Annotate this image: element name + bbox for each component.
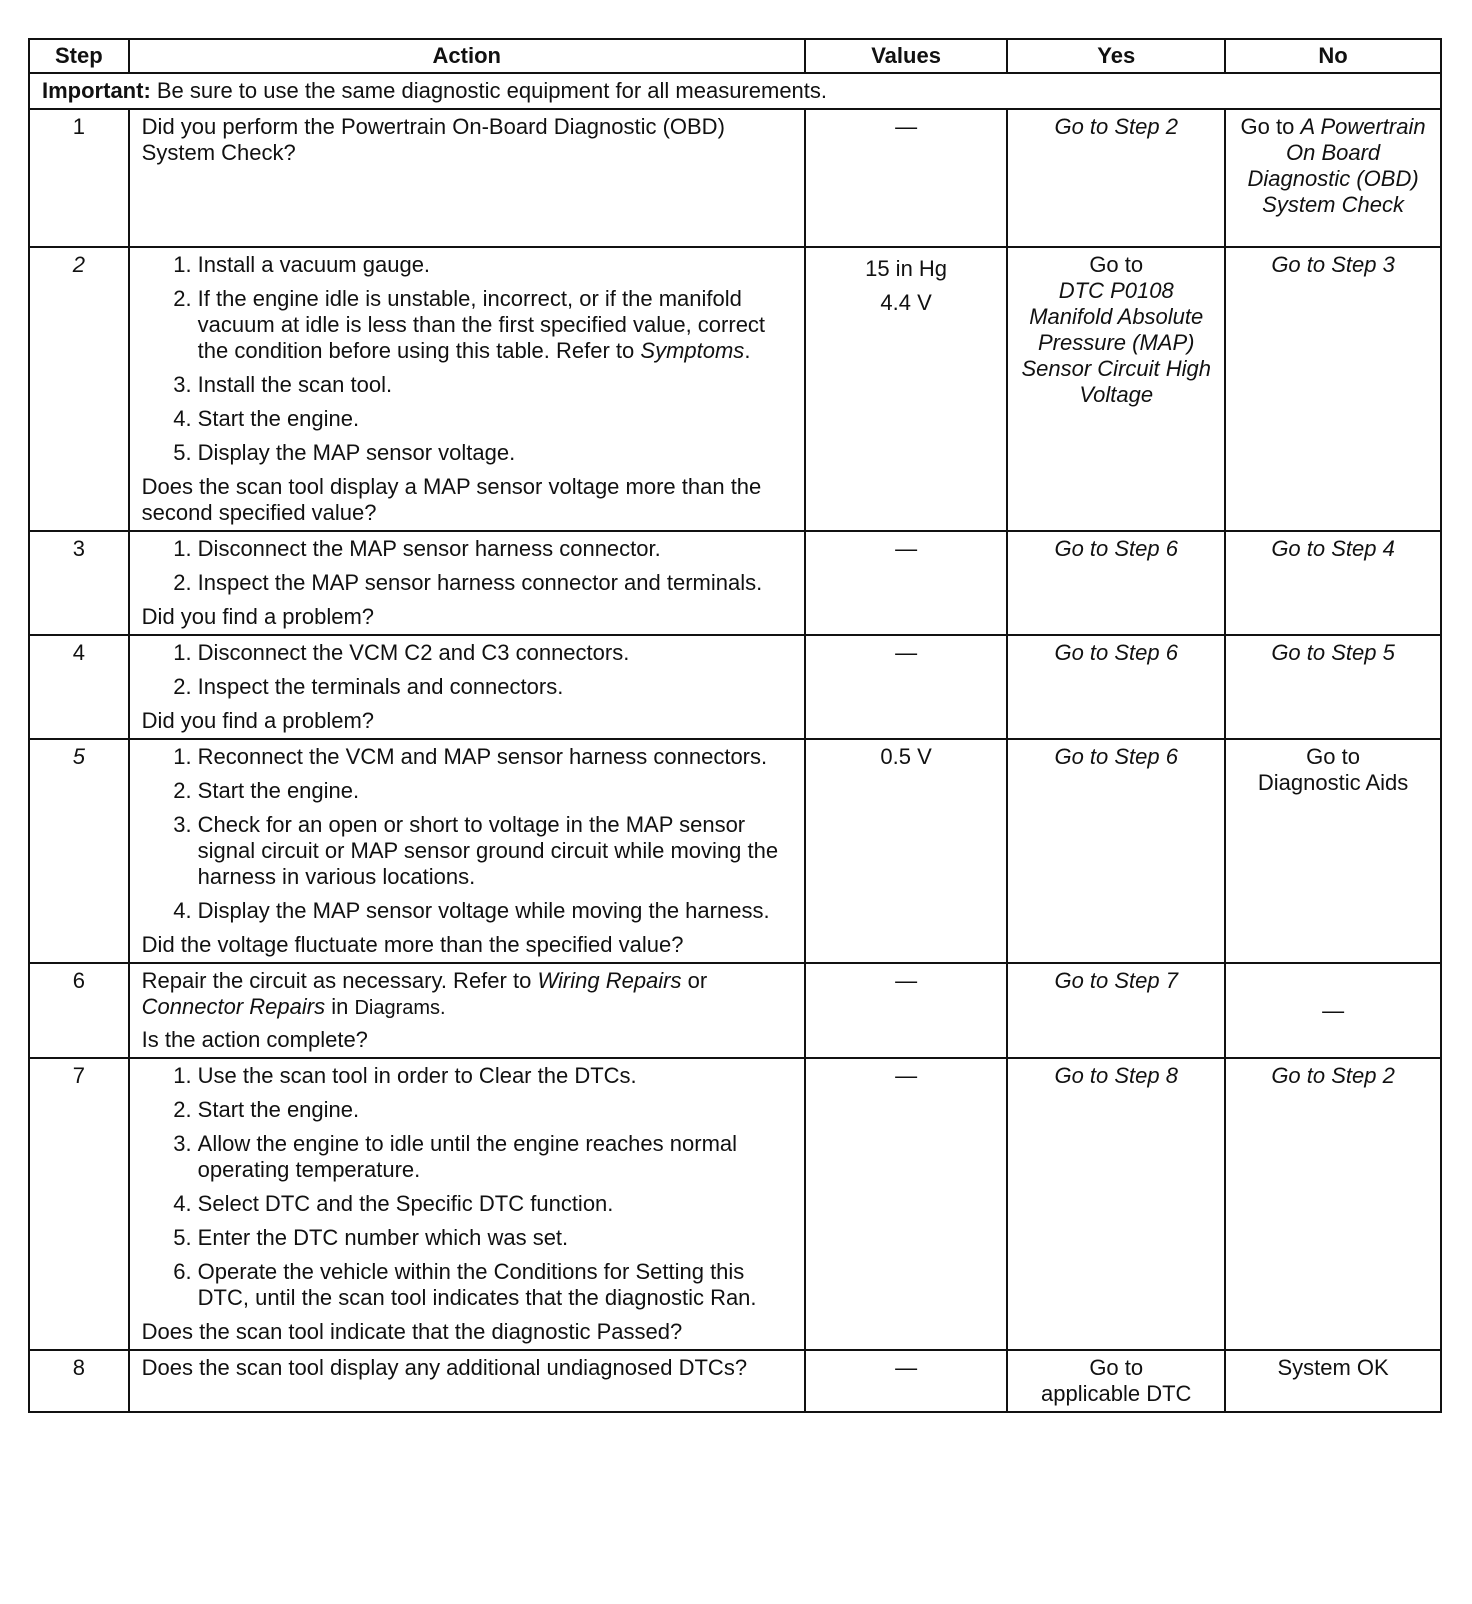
header-values: Values [805, 39, 1007, 73]
action-step: 3. Allow the engine to idle until the engine reaches normal operating temperature. [198, 1131, 792, 1183]
repair-text-b: or [681, 968, 708, 993]
action-step: 5. Display the MAP sensor voltage. [198, 440, 792, 466]
no-cell: System OK [1225, 1350, 1441, 1412]
action-step: 4. Start the engine. [198, 406, 792, 432]
important-text: Be sure to use the same diagnostic equipment for all measurements. [150, 78, 828, 103]
no-prefix: Go to [1240, 114, 1301, 139]
action-step: 3. Check for an open or short to voltage in the MAP sensor signal circuit or MAP sensor ground circuit while moving the harness in various locations. [198, 812, 792, 890]
question: Did you find a problem? [141, 604, 375, 629]
question: Does the scan tool display a MAP sensor voltage more than the second specified value? [141, 474, 762, 525]
question: Does the scan tool display any additional undiagnosed DTCs? [141, 1355, 748, 1380]
header-row [29, 39, 1441, 73]
values-cell: — [805, 1350, 1007, 1412]
values-cell: 0.5 V [805, 739, 1007, 963]
yes-reference: DTC P0108 Manifold Absolute Pressure (MAP) Sensor Circuit High Voltage [1021, 278, 1211, 407]
yes-cell [1007, 247, 1225, 531]
yes-cell: Go to Step 2 [1007, 109, 1225, 247]
table-row [29, 635, 1441, 739]
action-step: 1. Install a vacuum gauge. [198, 252, 792, 278]
action-step: 1. Disconnect the VCM C2 and C3 connectors. [198, 640, 792, 666]
action-cell [129, 1058, 805, 1350]
table-row [29, 247, 1441, 531]
action-step [198, 286, 792, 364]
action-cell [129, 247, 805, 531]
important-note [29, 73, 1441, 109]
value-vacuum: 15 in Hg [865, 256, 948, 281]
action-steps [142, 744, 792, 924]
action-step: 2. Start the engine. [198, 778, 792, 804]
table-row [29, 963, 1441, 1058]
action-steps [142, 640, 792, 700]
connector-repairs-reference: Connector Repairs [141, 994, 326, 1019]
no-cell: Go to Step 4 [1225, 531, 1441, 635]
action-cell [129, 531, 805, 635]
action-step: 1. Use the scan tool in order to Clear the DTCs. [198, 1063, 792, 1089]
action-step: 2. Inspect the terminals and connectors. [198, 674, 792, 700]
step-number: 7 [29, 1058, 129, 1350]
action-cell [129, 739, 805, 963]
header-action: Action [129, 39, 805, 73]
symptoms-reference: Symptoms [640, 338, 745, 363]
no-cell: Go to Step 3 [1225, 247, 1441, 531]
question: Did you find a problem? [141, 708, 375, 733]
table-row [29, 1058, 1441, 1350]
question: Is the action complete? [141, 1027, 368, 1052]
action-cell [129, 1350, 805, 1412]
step-number: 8 [29, 1350, 129, 1412]
action-step: 3. Install the scan tool. [198, 372, 792, 398]
action-cell [129, 635, 805, 739]
action-steps [142, 536, 792, 596]
yes-cell: Go to Step 7 [1007, 963, 1225, 1058]
action-steps [142, 252, 792, 466]
step-number: 6 [29, 963, 129, 1058]
header-step: Step [29, 39, 129, 73]
action-step-end: . [744, 338, 751, 363]
action-step: 4. Select DTC and the Specific DTC function. [198, 1191, 792, 1217]
header-yes: Yes [1007, 39, 1225, 73]
no-line-1: Go to [1306, 744, 1360, 769]
no-cell: Go to Step 2 [1225, 1058, 1441, 1350]
step-number: 2 [29, 247, 129, 531]
repair-instruction [142, 968, 792, 1021]
yes-cell [1007, 1350, 1225, 1412]
action-step: 1. Disconnect the MAP sensor harness connector. [198, 536, 792, 562]
yes-cell: Go to Step 6 [1007, 739, 1225, 963]
action-cell [129, 109, 805, 247]
question: Does the scan tool indicate that the diagnostic Passed? [141, 1319, 683, 1344]
no-cell: Go to Step 5 [1225, 635, 1441, 739]
action-step: 2. Inspect the MAP sensor harness connector and terminals. [198, 570, 792, 596]
important-row [29, 73, 1441, 109]
action-step-text: If the engine idle is unstable, incorrect, or if the manifold vacuum at idle is less than the first specified value, correct the condition before using this table. Refer to [197, 286, 766, 363]
action-step: 6. Operate the vehicle within the Conditions for Setting this DTC, until the scan tool indicates that the diagnostic Ran. [198, 1259, 792, 1311]
value-voltage: 4.4 V [880, 290, 932, 315]
values-cell: — [805, 531, 1007, 635]
step-number: 4 [29, 635, 129, 739]
table-row [29, 739, 1441, 963]
yes-line-2: applicable DTC [1041, 1381, 1192, 1406]
values-cell [805, 247, 1007, 531]
step-number: 5 [29, 739, 129, 963]
table-row [29, 1350, 1441, 1412]
values-cell: — [805, 109, 1007, 247]
action-step: 5. Enter the DTC number which was set. [198, 1225, 792, 1251]
action-cell [129, 963, 805, 1058]
values-cell: — [805, 963, 1007, 1058]
no-cell: — [1225, 963, 1441, 1058]
question: Did the voltage fluctuate more than the specified value? [141, 932, 684, 957]
no-cell [1225, 109, 1441, 247]
diagrams-reference: Diagrams. [354, 997, 446, 1019]
step-number: 3 [29, 531, 129, 635]
important-label: Important: [42, 78, 151, 103]
yes-cell: Go to Step 8 [1007, 1058, 1225, 1350]
step-number: 1 [29, 109, 129, 247]
action-step: 4. Display the MAP sensor voltage while moving the harness. [198, 898, 792, 924]
wiring-repairs-reference: Wiring Repairs [537, 968, 682, 993]
question: Did you perform the Powertrain On-Board Diagnostic (OBD) System Check? [141, 114, 725, 165]
no-line-2: Diagnostic Aids [1257, 770, 1409, 795]
action-step: 2. Start the engine. [198, 1097, 792, 1123]
no-cell [1225, 739, 1441, 963]
yes-cell: Go to Step 6 [1007, 531, 1225, 635]
action-steps [142, 1063, 792, 1311]
repair-text-c: in [325, 994, 355, 1019]
values-cell: — [805, 635, 1007, 739]
yes-line-1: Go to [1089, 1355, 1144, 1380]
header-no: No [1225, 39, 1441, 73]
repair-text-a: Repair the circuit as necessary. Refer to [141, 968, 538, 993]
table-row [29, 531, 1441, 635]
table-row [29, 109, 1441, 247]
action-step: 1. Reconnect the VCM and MAP sensor harness connectors. [198, 744, 792, 770]
values-cell: — [805, 1058, 1007, 1350]
diagnostic-table [28, 38, 1442, 1413]
yes-prefix: Go to [1089, 252, 1144, 277]
no-reference: A Powertrain On Board Diagnostic (OBD) System Check [1247, 114, 1426, 217]
yes-cell: Go to Step 6 [1007, 635, 1225, 739]
